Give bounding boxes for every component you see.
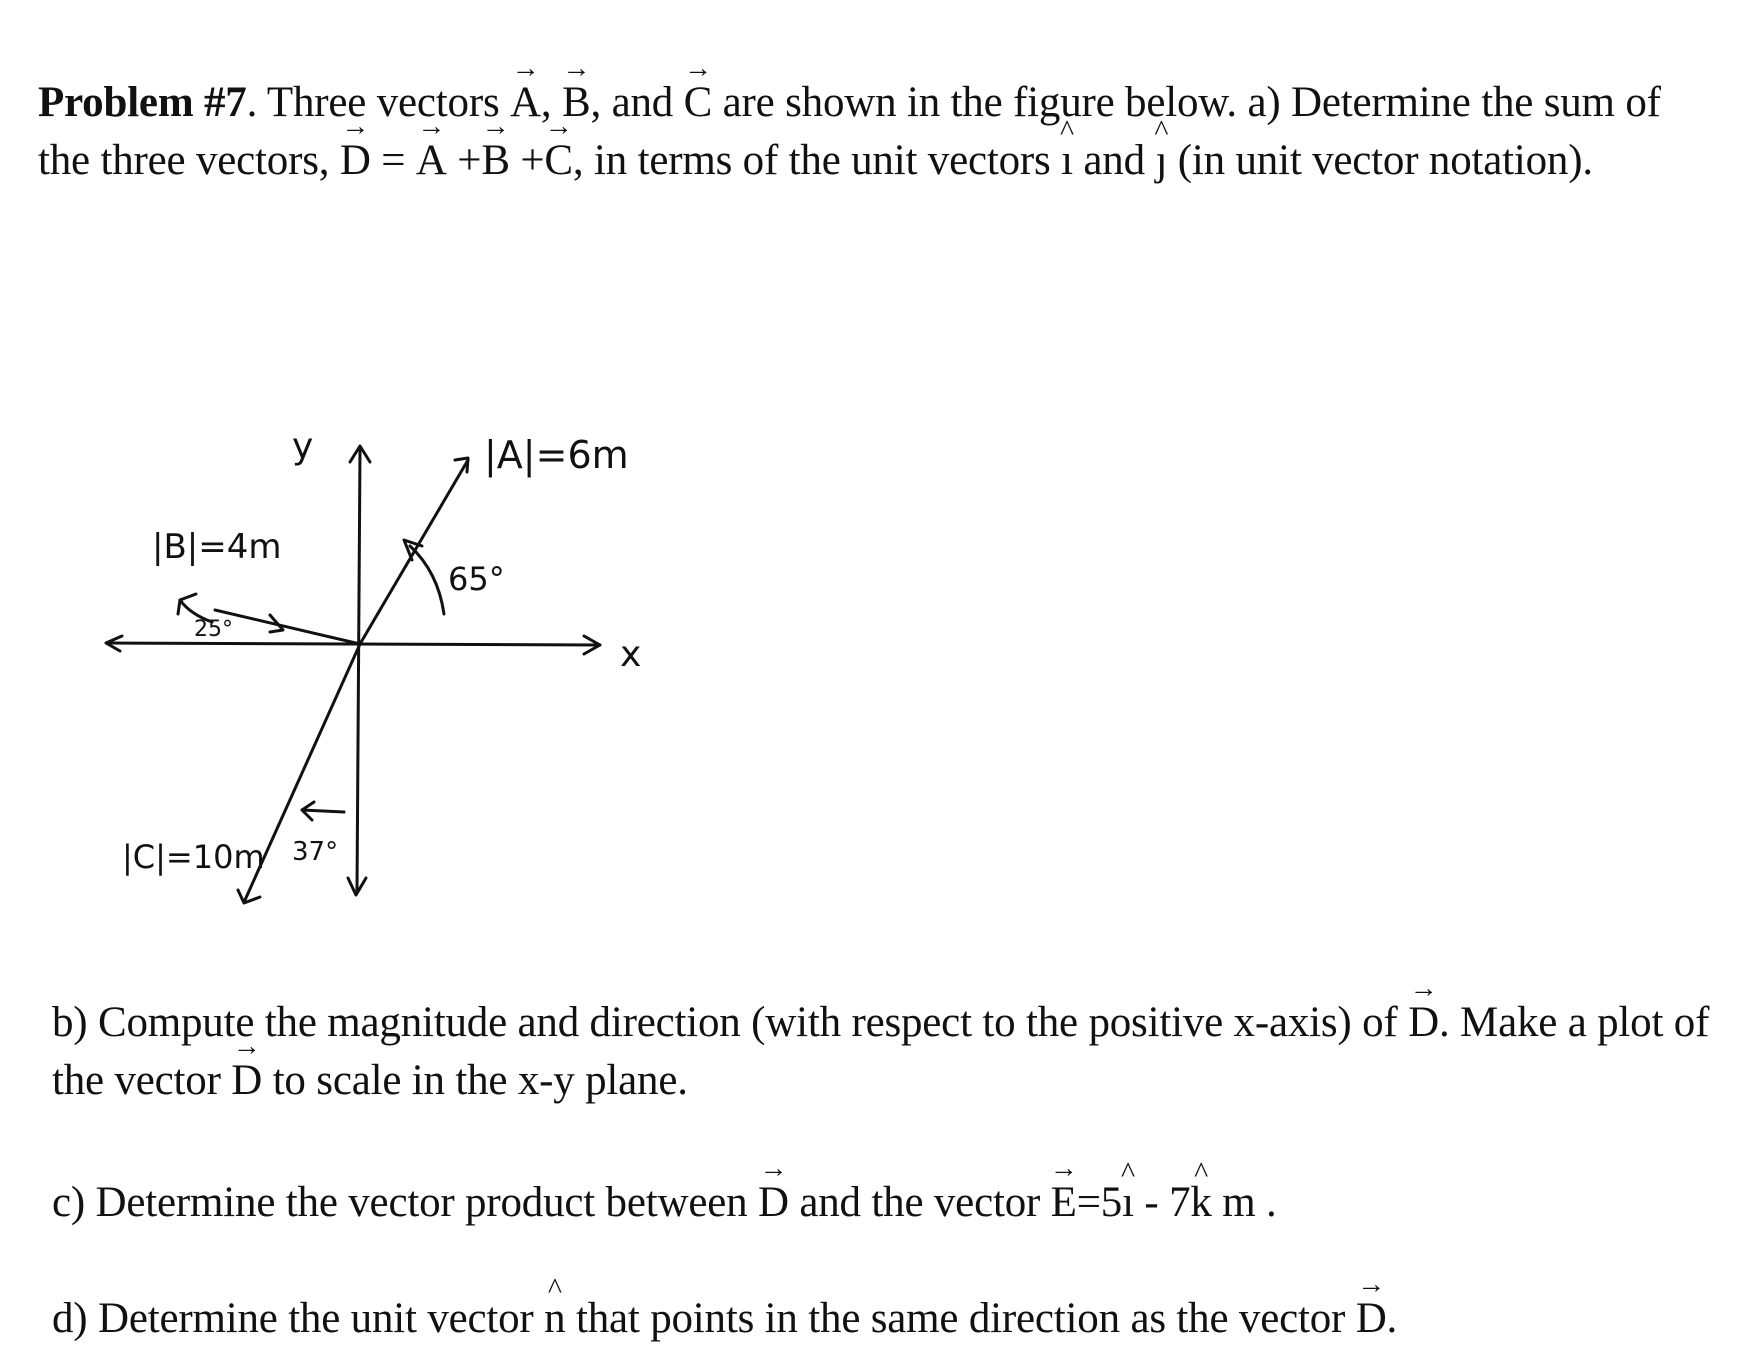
intro-text: . Three vectors: [246, 79, 511, 126]
angle-a-arc: [410, 546, 444, 614]
separator: , and: [590, 79, 684, 126]
minus-seven: - 7: [1133, 1179, 1191, 1226]
vector-e-symbol: → E: [1051, 1174, 1077, 1232]
vector-a-symbol: → A: [416, 132, 447, 190]
unit-vector-n: ^ n: [544, 1290, 565, 1348]
angle-c-arc: [302, 810, 344, 812]
part-b-text: b) Compute the magnitude and direction (with respect to the positive x-axis) of: [52, 999, 1409, 1046]
vector-c-symbol: → C: [544, 132, 572, 190]
vector-b-label: |B|=4m: [152, 527, 282, 567]
vector-d-symbol: → D: [1356, 1290, 1387, 1348]
intro-text: and: [1072, 137, 1156, 184]
vector-figure: [0, 400, 700, 940]
part-b-text: . Make a plot of the vector: [52, 999, 1710, 1104]
vector-b-line: [215, 610, 360, 644]
x-axis-label: x: [620, 634, 642, 675]
equals-five: =5: [1076, 1179, 1123, 1226]
intro-text: , in terms of the unit vectors: [572, 137, 1062, 184]
intro-text: (in unit vector notation).: [1167, 137, 1593, 184]
vector-d-symbol: → D: [340, 132, 371, 190]
vector-b-symbol: → B: [562, 74, 590, 132]
plus-sign: +: [509, 137, 545, 184]
part-c-text: c) Determine the vector product between: [52, 1179, 758, 1226]
plus-sign: +: [446, 137, 482, 184]
part-d-question: [52, 1290, 1732, 1348]
part-c-text: and the vector: [788, 1179, 1051, 1226]
vector-d-symbol: → D: [758, 1174, 789, 1232]
unit-vector-k: ^ k: [1190, 1174, 1211, 1232]
vector-d-symbol: → D: [231, 1052, 262, 1110]
vector-b-symbol: → B: [481, 132, 509, 190]
angle-c-label: 37°: [292, 837, 339, 867]
vector-c-label: |C|=10m: [122, 838, 265, 876]
vector-a-symbol: → A: [510, 74, 541, 132]
part-d-text: that points in the same direction as the vector: [565, 1295, 1356, 1342]
part-b-text: to scale in the x-y plane.: [262, 1057, 688, 1104]
unit-vector-j: ^ ȷ: [1155, 132, 1167, 190]
intro-text: are shown in the figure below. a) Determine the sum of the three vectors,: [38, 79, 1661, 184]
problem-intro: [38, 74, 1718, 190]
vector-d-symbol: → D: [1408, 994, 1439, 1052]
angle-a-label: 65°: [448, 560, 505, 598]
angle-b-label: 25°: [194, 617, 233, 642]
unit-meters: m .: [1211, 1179, 1277, 1226]
vector-c-symbol: → C: [684, 74, 712, 132]
vector-a-label: |A|=6m: [484, 433, 629, 477]
unit-vector-i: ^ ı: [1061, 132, 1073, 190]
equals-sign: =: [370, 137, 416, 184]
part-d-text: .: [1386, 1295, 1398, 1342]
part-b-question: [52, 994, 1712, 1110]
y-axis: [357, 450, 360, 890]
part-d-text: d) Determine the unit vector: [52, 1295, 545, 1342]
part-c-question: [52, 1174, 1732, 1232]
problem-label: Problem #7: [38, 79, 247, 126]
separator: ,: [540, 79, 563, 126]
unit-vector-i: ^ ı: [1122, 1174, 1134, 1232]
y-axis-label: y: [292, 426, 314, 467]
